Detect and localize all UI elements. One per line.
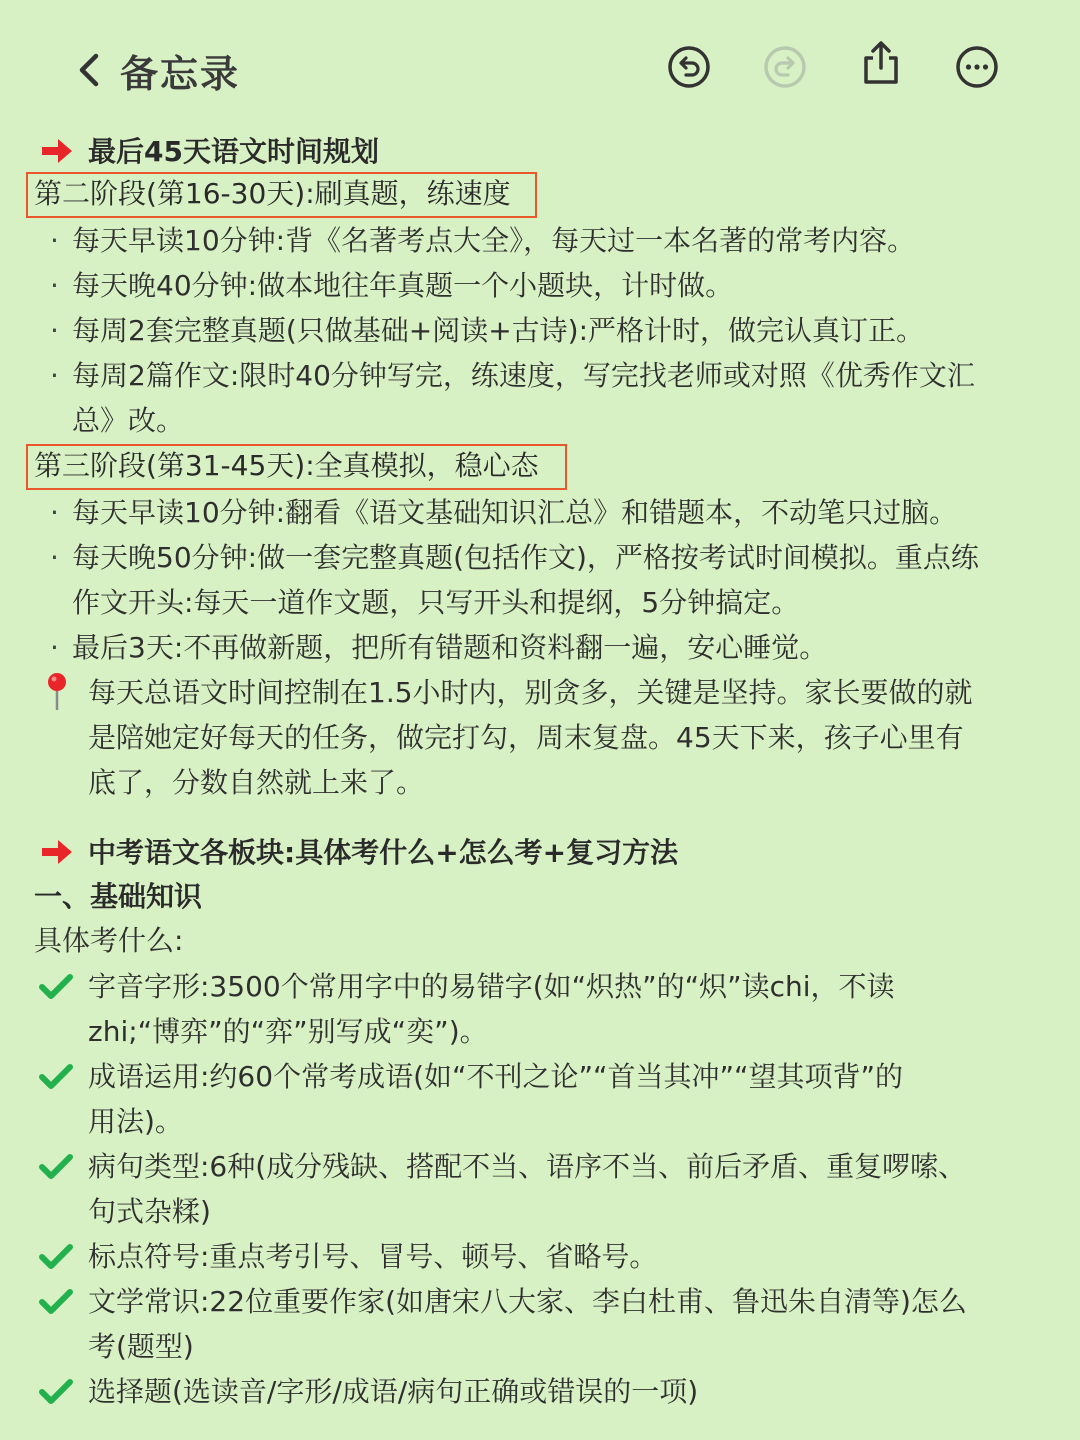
- check-item: 成语运用:约60个常考成语(如“不刊之论”“首当其冲”“望其项背”的: [88, 1060, 904, 1093]
- note-line: 每天总语文时间控制在1.5小时内，别贪多，关键是坚持。家长要做的就: [88, 676, 973, 709]
- green-check-icon: [38, 1062, 74, 1092]
- bullet-dot: ·: [50, 314, 59, 347]
- bullet-dot: ·: [50, 224, 59, 257]
- list-item-continuation: 作文开头:每天一道作文题，只写开头和提纲，5分钟搞定。: [72, 586, 800, 619]
- list-item: 每天早读10分钟:翻看《语文基础知识汇总》和错题本，不动笔只过脑。: [72, 496, 958, 529]
- more-icon: [954, 44, 1000, 90]
- green-check-icon: [38, 1242, 74, 1272]
- stage-label: 第三阶段(第31-45天):全真模拟，稳心态: [26, 444, 567, 490]
- list-item: 每天晚40分钟:做本地往年真题一个小题块，计时做。: [72, 269, 734, 302]
- check-item: 文学常识:22位重要作家(如唐宋八大家、李白杜甫、鲁迅朱自清等)怎么: [88, 1285, 967, 1318]
- share-icon: [858, 40, 904, 86]
- undo-icon: [666, 44, 712, 90]
- list-item-continuation: 总》改。: [72, 404, 185, 437]
- bullet-dot: ·: [50, 631, 59, 664]
- top-bar: [0, 30, 1080, 114]
- page-title: 备忘录: [120, 51, 241, 96]
- undo-button[interactable]: [666, 44, 712, 90]
- green-check-icon: [38, 972, 74, 1002]
- bullet-dot: ·: [50, 496, 59, 529]
- section-title: 中考语文各板块:具体考什么+怎么考+复习方法: [88, 836, 679, 869]
- list-item: 每天晚50分钟:做一套完整真题(包括作文)，严格按考试时间模拟。重点练: [72, 541, 979, 574]
- list-item: 每周2套完整真题(只做基础+阅读+古诗):严格计时，做完认真订正。: [72, 314, 925, 347]
- bullet-dot: ·: [50, 269, 59, 302]
- redo-icon: [762, 44, 808, 90]
- bullet-dot: ·: [50, 359, 59, 392]
- red-arrow-icon: [40, 837, 74, 867]
- share-button[interactable]: [858, 40, 904, 86]
- subsection-title: 一、基础知识: [34, 880, 203, 913]
- back-button[interactable]: [70, 34, 240, 106]
- check-item: 标点符号:重点考引号、冒号、顿号、省略号。: [88, 1240, 658, 1273]
- back-chevron-icon: [70, 50, 110, 90]
- list-item: 每天早读10分钟:背《名著考点大全》，每天过一本名著的常考内容。: [72, 224, 916, 257]
- subsection-label: 具体考什么:: [34, 924, 184, 957]
- more-button[interactable]: [954, 44, 1000, 90]
- check-item-continuation: 用法)。: [88, 1105, 183, 1138]
- check-item: 选择题(选读音/字形/成语/病句正确或错误的一项): [88, 1375, 699, 1408]
- check-item-continuation: 考(题型): [88, 1330, 194, 1363]
- check-item: 病句类型:6种(成分残缺、搭配不当、语序不当、前后矛盾、重复啰嗦、: [88, 1150, 967, 1183]
- green-check-icon: [38, 1377, 74, 1407]
- note-line: 是陪她定好每天的任务，做完打勾，周末复盘。45天下来，孩子心里有: [88, 721, 964, 754]
- note-line: 底了，分数自然就上来了。: [88, 766, 425, 799]
- redo-button[interactable]: [762, 44, 808, 90]
- pushpin-icon: [44, 672, 70, 712]
- check-item-continuation: zhi;“博弈”的“弈”别写成“奕”)。: [88, 1015, 488, 1048]
- check-item-continuation: 句式杂糅): [88, 1195, 211, 1228]
- list-item: 每周2篇作文:限时40分钟写完，练速度，写完找老师或对照《优秀作文汇: [72, 359, 975, 392]
- section-title: 最后45天语文时间规划: [88, 135, 379, 168]
- green-check-icon: [38, 1152, 74, 1182]
- green-check-icon: [38, 1287, 74, 1317]
- list-item: 最后3天:不再做新题，把所有错题和资料翻一遍，安心睡觉。: [72, 631, 828, 664]
- red-arrow-icon: [40, 136, 74, 166]
- check-item: 字音字形:3500个常用字中的易错字(如“炽热”的“炽”读chi，不读: [88, 970, 895, 1003]
- bullet-dot: ·: [50, 541, 59, 574]
- stage-label: 第二阶段(第16-30天):刷真题，练速度: [26, 172, 537, 218]
